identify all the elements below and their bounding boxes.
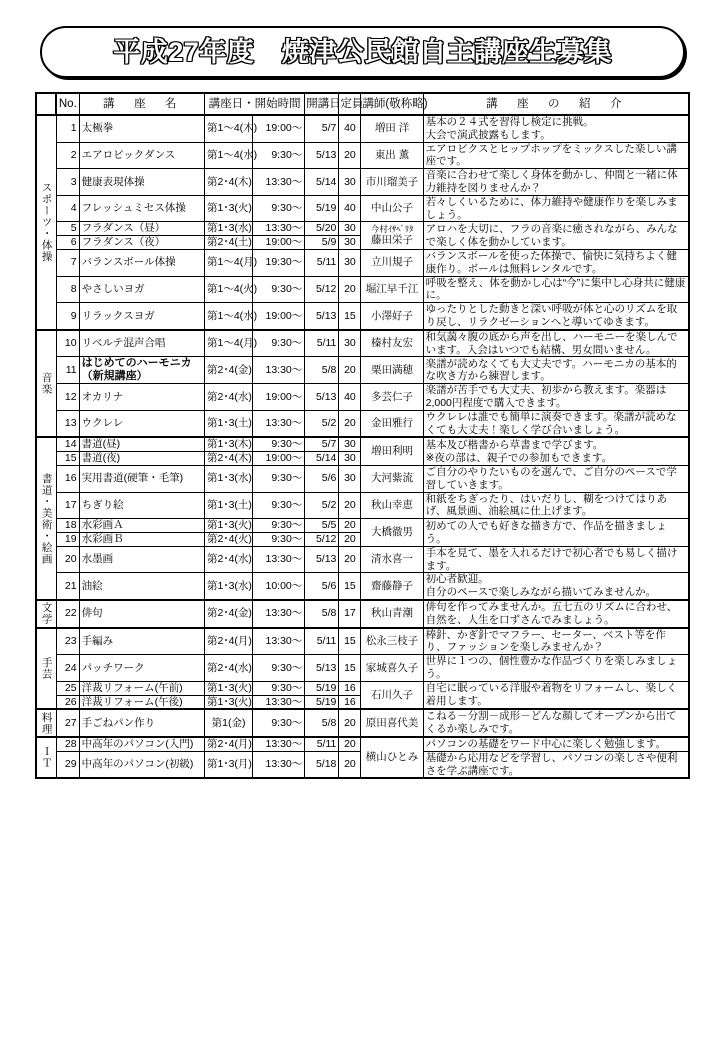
course-open-date: 5/8 [305,357,339,384]
course-capacity: 15 [339,655,361,682]
course-open-date: 5/13 [305,655,339,682]
course-description: エアロビクスとヒップホップをミックスした楽しい講座です。 [423,142,689,169]
course-capacity: 20 [339,751,361,778]
course-name: パッチワーク [79,655,204,682]
course-number: 4 [56,195,79,222]
course-day-pattern: 第1･3(火) [204,695,252,709]
table-row [36,195,689,222]
course-number: 28 [56,737,79,751]
course-teacher: 堀江早千江 [361,276,423,303]
table-row [36,115,689,142]
course-start-time: 13:30～ [253,600,305,628]
course-number: 7 [56,249,79,276]
course-name: リベルテ混声合唱 [79,330,204,357]
course-start-time: 13:30～ [253,695,305,709]
course-day-pattern: 第2･4(金) [204,357,252,384]
course-teacher: 家城喜久子 [361,655,423,682]
course-number: 24 [56,655,79,682]
course-number: 21 [56,573,79,600]
course-capacity: 20 [339,533,361,547]
course-open-date: 5/19 [305,195,339,222]
course-name: リラックスヨガ [79,303,204,330]
course-start-time: 9:30～ [253,276,305,303]
course-teacher: 市川瑠美子 [361,169,423,196]
course-start-time: 9:30～ [253,655,305,682]
course-number: 15 [56,452,79,466]
course-capacity: 40 [339,384,361,411]
course-open-date: 5/14 [305,452,339,466]
course-capacity: 30 [339,466,361,493]
category-label-料理: 料理 [36,709,56,737]
course-day-pattern: 第2･4(金) [204,600,252,628]
course-start-time: 9:30～ [253,533,305,547]
course-day-pattern: 第2･4(月) [204,628,252,655]
course-name: 中高年のパソコン(入門) [79,737,204,751]
course-number: 10 [56,330,79,357]
course-teacher: 原田喜代美 [361,709,423,737]
course-name: フラダンス（昼） [79,222,204,236]
table-row [36,330,689,357]
course-start-time: 13:30～ [253,410,305,437]
course-start-time: 10:00～ [253,573,305,600]
course-teacher: 秋山幸恵 [361,492,423,519]
course-open-date: 5/11 [305,628,339,655]
course-capacity: 17 [339,600,361,628]
course-start-time: 13:30～ [253,357,305,384]
course-number: 20 [56,546,79,573]
course-day-pattern: 第2･4(水) [204,655,252,682]
course-open-date: 5/2 [305,410,339,437]
category-label-スポーツ・体操: スポーツ・体操 [36,115,56,330]
table-row [36,466,689,493]
course-start-time: 19:00～ [253,384,305,411]
course-name: 洋裁リフォーム(午前) [79,681,204,695]
course-capacity: 20 [339,709,361,737]
category-label-ＩＴ: ＩＴ [36,737,56,778]
page-root [0,26,725,1050]
course-name: 実用書道(硬筆・毛筆) [79,466,204,493]
course-day-pattern: 第2･4(月) [204,737,252,751]
course-open-date: 5/13 [305,546,339,573]
course-start-time: 9:30～ [253,681,305,695]
course-day-pattern: 第2･4(水) [204,546,252,573]
course-description: ゆったりとした動きと深い呼吸が体と心のリズムを取り戻し、リラクゼーションへと導いてゆきます。 [423,303,689,330]
course-open-date: 5/11 [305,737,339,751]
course-teacher: 横山ひとみ [361,737,423,778]
course-name: フラダンス（夜） [79,236,204,250]
course-number: 18 [56,519,79,533]
course-capacity: 30 [339,236,361,250]
course-day-pattern: 第2･4(木) [204,452,252,466]
course-day-pattern: 第1･3(火) [204,519,252,533]
category-label-手芸: 手芸 [36,628,56,710]
course-capacity: 30 [339,452,361,466]
course-open-date: 5/6 [305,466,339,493]
course-description: アロハを大切に、フラの音楽に癒されながら、みんなで楽しく体を動かしています。 [423,222,689,250]
course-teacher: 増田 洋 [361,115,423,142]
course-open-date: 5/13 [305,384,339,411]
course-name: 水墨画 [79,546,204,573]
course-start-time: 19:00～ [253,115,305,142]
course-number: 22 [56,600,79,628]
course-start-time: 19:00～ [253,303,305,330]
course-capacity: 15 [339,573,361,600]
course-name: 手編み [79,628,204,655]
course-start-time: 19:30～ [253,249,305,276]
table-row [36,519,689,533]
course-teacher: 東出 薫 [361,142,423,169]
course-day-pattern: 第1～4(木) [204,115,252,142]
table-row [36,655,689,682]
course-day-pattern: 第1～4(月) [204,330,252,357]
table-row [36,546,689,573]
course-day-pattern: 第1･3(火) [204,195,252,222]
course-open-date: 5/2 [305,492,339,519]
header-teacher: 講師(敬称略) [361,93,423,115]
course-name: フレッシュミセス体操 [79,195,204,222]
course-open-date: 5/12 [305,276,339,303]
course-name: 俳句 [79,600,204,628]
course-description: 手本を見て、墨を入れるだけで初心者でも易しく描けます。 [423,546,689,573]
course-capacity: 20 [339,737,361,751]
course-description: こねる－分割－成形－どんな顔してオーブンから出てくるか楽しみです。 [423,709,689,737]
course-open-date: 5/12 [305,533,339,547]
course-teacher: 多芸仁子 [361,384,423,411]
course-description: ウクレレは誰でも簡単に演奏できます。楽譜が読めなくても大丈夫！楽しく学び合いましょう。 [423,410,689,437]
page-title: 平成27年度 焼津公民館自主講座生募集 [113,36,612,67]
course-number: 14 [56,437,79,451]
course-start-time: 9:30～ [253,437,305,451]
course-day-pattern: 第1･3(火) [204,681,252,695]
table-row [36,142,689,169]
table-row [36,492,689,519]
course-number: 2 [56,142,79,169]
course-day-pattern: 第1～4(水) [204,303,252,330]
header-no: No. [56,93,79,115]
course-name: ちぎり絵 [79,492,204,519]
course-day-pattern: 第2･4(土) [204,236,252,250]
course-description: 基礎から応用などを学習し、パソコンの楽しさや便利さを学ぶ講座です。 [423,751,689,778]
table-row [36,357,689,384]
course-teacher: 今村ｲｻﾍﾞﾘﾀ 藤田栄子 [361,222,423,250]
course-number: 6 [56,236,79,250]
course-capacity: 20 [339,492,361,519]
course-open-date: 5/13 [305,142,339,169]
course-capacity: 15 [339,303,361,330]
course-day-pattern: 第1･3(水) [204,573,252,600]
course-day-pattern: 第1･3(土) [204,410,252,437]
course-name: 手ごねパン作り [79,709,204,737]
course-name: やさしいヨガ [79,276,204,303]
course-capacity: 30 [339,437,361,451]
table-row [36,737,689,751]
course-open-date: 5/5 [305,519,339,533]
table-row [36,276,689,303]
course-capacity: 20 [339,546,361,573]
course-number: 12 [56,384,79,411]
category-label-音楽: 音楽 [36,330,56,438]
table-row [36,249,689,276]
course-name: 中高年のパソコン(初級) [79,751,204,778]
table-header-row [36,93,689,115]
course-teacher: 小澤好子 [361,303,423,330]
course-description: 楽譜が苦手でも大丈夫、初歩から教えます。楽器は2,000円程度で購入できます。 [423,384,689,411]
course-number: 1 [56,115,79,142]
course-open-date: 5/11 [305,330,339,357]
course-day-pattern: 第1･3(水) [204,466,252,493]
course-open-date: 5/20 [305,222,339,236]
course-start-time: 13:30～ [253,737,305,751]
course-capacity: 30 [339,330,361,357]
course-capacity: 30 [339,169,361,196]
table-row [36,437,689,451]
course-teacher: 栗田満穂 [361,357,423,384]
course-description: パソコンの基礎をワード中心に楽しく勉強します。 [423,737,689,751]
course-name: 洋裁リフォーム(午後) [79,695,204,709]
course-table-body [36,93,689,778]
course-open-date: 5/8 [305,709,339,737]
course-name: ウクレレ [79,410,204,437]
course-start-time: 19:00～ [253,452,305,466]
course-capacity: 40 [339,115,361,142]
course-day-pattern: 第1(金) [204,709,252,737]
course-description: 自宅に眠っている洋服や着物をリフォームし、楽しく着用します。 [423,681,689,709]
course-start-time: 9:30～ [253,492,305,519]
header-category [36,93,56,115]
course-number: 19 [56,533,79,547]
course-description: 音楽に合わせて楽しく身体を動かし、仲間と一緒に体力維持を図りませんか？ [423,169,689,196]
course-name: 水彩画Ａ [79,519,204,533]
course-teacher: 榛村友宏 [361,330,423,357]
header-start-date: 開講日 [305,93,339,115]
course-description: 世界に１つの、個性豊かな作品づくりを楽しみましょう。 [423,655,689,682]
course-start-time: 9:30～ [253,709,305,737]
course-capacity: 15 [339,628,361,655]
course-teacher: 清水喜一 [361,546,423,573]
course-number: 27 [56,709,79,737]
course-start-time: 13:30～ [253,751,305,778]
course-start-time: 13:30～ [253,628,305,655]
course-capacity: 20 [339,142,361,169]
course-day-pattern: 第2･4(水) [204,384,252,411]
table-row [36,600,689,628]
course-start-time: 9:30～ [253,466,305,493]
table-row [36,303,689,330]
course-name: はじめてのハーモニカ （新規講座） [79,357,204,384]
course-open-date: 5/13 [305,303,339,330]
course-description: 若々しくいるために、体力維持や健康作りを楽しみましょう。 [423,195,689,222]
course-description: 基本及び楷書から草書まで学びます。 ※夜の部は、親子での参加もできます。 [423,437,689,465]
course-open-date: 5/9 [305,236,339,250]
course-table [35,92,690,779]
category-label-書道・美術・絵画: 書道・美術・絵画 [36,437,56,600]
course-teacher: 立川規子 [361,249,423,276]
course-teacher: 齋藤静子 [361,573,423,600]
course-teacher: 大橋徹男 [361,519,423,547]
course-capacity: 30 [339,222,361,236]
course-number: 16 [56,466,79,493]
header-course-name: 講 座 名 [79,93,204,115]
course-capacity: 30 [339,249,361,276]
course-open-date: 5/7 [305,115,339,142]
course-teacher: 大河紫流 [361,466,423,493]
course-number: 17 [56,492,79,519]
course-number: 23 [56,628,79,655]
table-row [36,573,689,600]
course-open-date: 5/14 [305,169,339,196]
course-start-time: 19:00～ [253,236,305,250]
course-description: 呼吸を整え、体を動かし心は“今”に集中し心身共に健康に。 [423,276,689,303]
course-day-pattern: 第2･4(火) [204,533,252,547]
course-name: 書道(昼) [79,437,204,451]
course-start-time: 9:30～ [253,519,305,533]
header-capacity: 定員 [339,93,361,115]
course-day-pattern: 第1～4(水) [204,142,252,169]
course-capacity: 40 [339,195,361,222]
title-banner [40,26,685,78]
course-capacity: 16 [339,695,361,709]
course-open-date: 5/11 [305,249,339,276]
course-open-date: 5/8 [305,600,339,628]
course-day-pattern: 第2･4(木) [204,169,252,196]
course-start-time: 9:30～ [253,330,305,357]
course-name: 太極拳 [79,115,204,142]
course-open-date: 5/19 [305,695,339,709]
course-teacher: 松永三枝子 [361,628,423,655]
course-description: 和紙をちぎったり、はいだりし、糊をつけてはりあげ、風景画、油絵風に仕上げます。 [423,492,689,519]
course-name: 書道(夜) [79,452,204,466]
course-number: 9 [56,303,79,330]
course-number: 5 [56,222,79,236]
course-capacity: 20 [339,276,361,303]
course-day-pattern: 第1～4(火) [204,276,252,303]
course-number: 26 [56,695,79,709]
course-number: 13 [56,410,79,437]
course-capacity: 20 [339,357,361,384]
course-description: 和気藹々腹の底から声を出し、ハーモニーを楽しんでいます。入会はいつでも結構、男女問いません。 [423,330,689,357]
course-description: 初心者歓迎。 自分のペースで楽しみながら描いてみませんか。 [423,573,689,600]
course-start-time: 13:30～ [253,222,305,236]
course-capacity: 20 [339,519,361,533]
course-open-date: 5/19 [305,681,339,695]
course-name: エアロビックダンス [79,142,204,169]
header-schedule: 講座日・開始時間 [204,93,304,115]
teacher-kana: 今村ｲｻﾍﾞﾘﾀ [370,224,414,235]
course-number: 11 [56,357,79,384]
course-open-date: 5/6 [305,573,339,600]
course-day-pattern: 第1･3(水) [204,222,252,236]
course-teacher: 中山公子 [361,195,423,222]
course-open-date: 5/18 [305,751,339,778]
table-row [36,169,689,196]
course-teacher: 金田雅行 [361,410,423,437]
course-start-time: 13:30～ [253,169,305,196]
category-label-文学: 文学 [36,600,56,628]
course-description: 俳句を作ってみませんか。五七五のリズムに合わせ、自然を、人生を口ずさんでみましょう。 [423,600,689,628]
course-description: 初めての人でも好きな描き方で、作品を描きましょう。 [423,519,689,547]
course-number: 25 [56,681,79,695]
course-day-pattern: 第1～4(月) [204,249,252,276]
table-row [36,222,689,236]
table-row [36,628,689,655]
course-start-time: 13:30～ [253,546,305,573]
course-name: オカリナ [79,384,204,411]
course-table-wrapper [35,92,695,779]
course-capacity: 20 [339,410,361,437]
course-capacity: 16 [339,681,361,695]
course-teacher: 秋山青潮 [361,600,423,628]
table-row [36,384,689,411]
course-name: バランスボール体操 [79,249,204,276]
course-number: 8 [56,276,79,303]
course-open-date: 5/7 [305,437,339,451]
course-description: バランスボールを使った体操で、愉快に気持ちよく健康作り。ボールは無料レンタルです。 [423,249,689,276]
course-name: 水彩画Ｂ [79,533,204,547]
table-row [36,709,689,737]
course-start-time: 9:30～ [253,195,305,222]
course-number: 3 [56,169,79,196]
header-description: 講 座 の 紹 介 [423,93,689,115]
course-day-pattern: 第1･3(月) [204,751,252,778]
course-day-pattern: 第1･3(木) [204,437,252,451]
course-description: 棒針、かぎ針でマフラー、セーター、ベスト等を作り、ファッションを楽しみませんか？ [423,628,689,655]
course-number: 29 [56,751,79,778]
table-row [36,681,689,695]
course-name: 油絵 [79,573,204,600]
course-teacher: 増田利明 [361,437,423,465]
course-start-time: 9:30～ [253,142,305,169]
course-description: 基本の２４式を習得し検定に挑戦。 大会で演武披露もします。 [423,115,689,142]
course-description: ご自分のやりたいものを選んで、ご自分のペースで学習していきます。 [423,466,689,493]
course-teacher: 石川久子 [361,681,423,709]
table-row [36,410,689,437]
course-name: 健康表現体操 [79,169,204,196]
course-day-pattern: 第1･3(土) [204,492,252,519]
course-description: 楽譜が読めなくても大丈夫です。ハーモニカの基本的な吹き方から練習します。 [423,357,689,384]
